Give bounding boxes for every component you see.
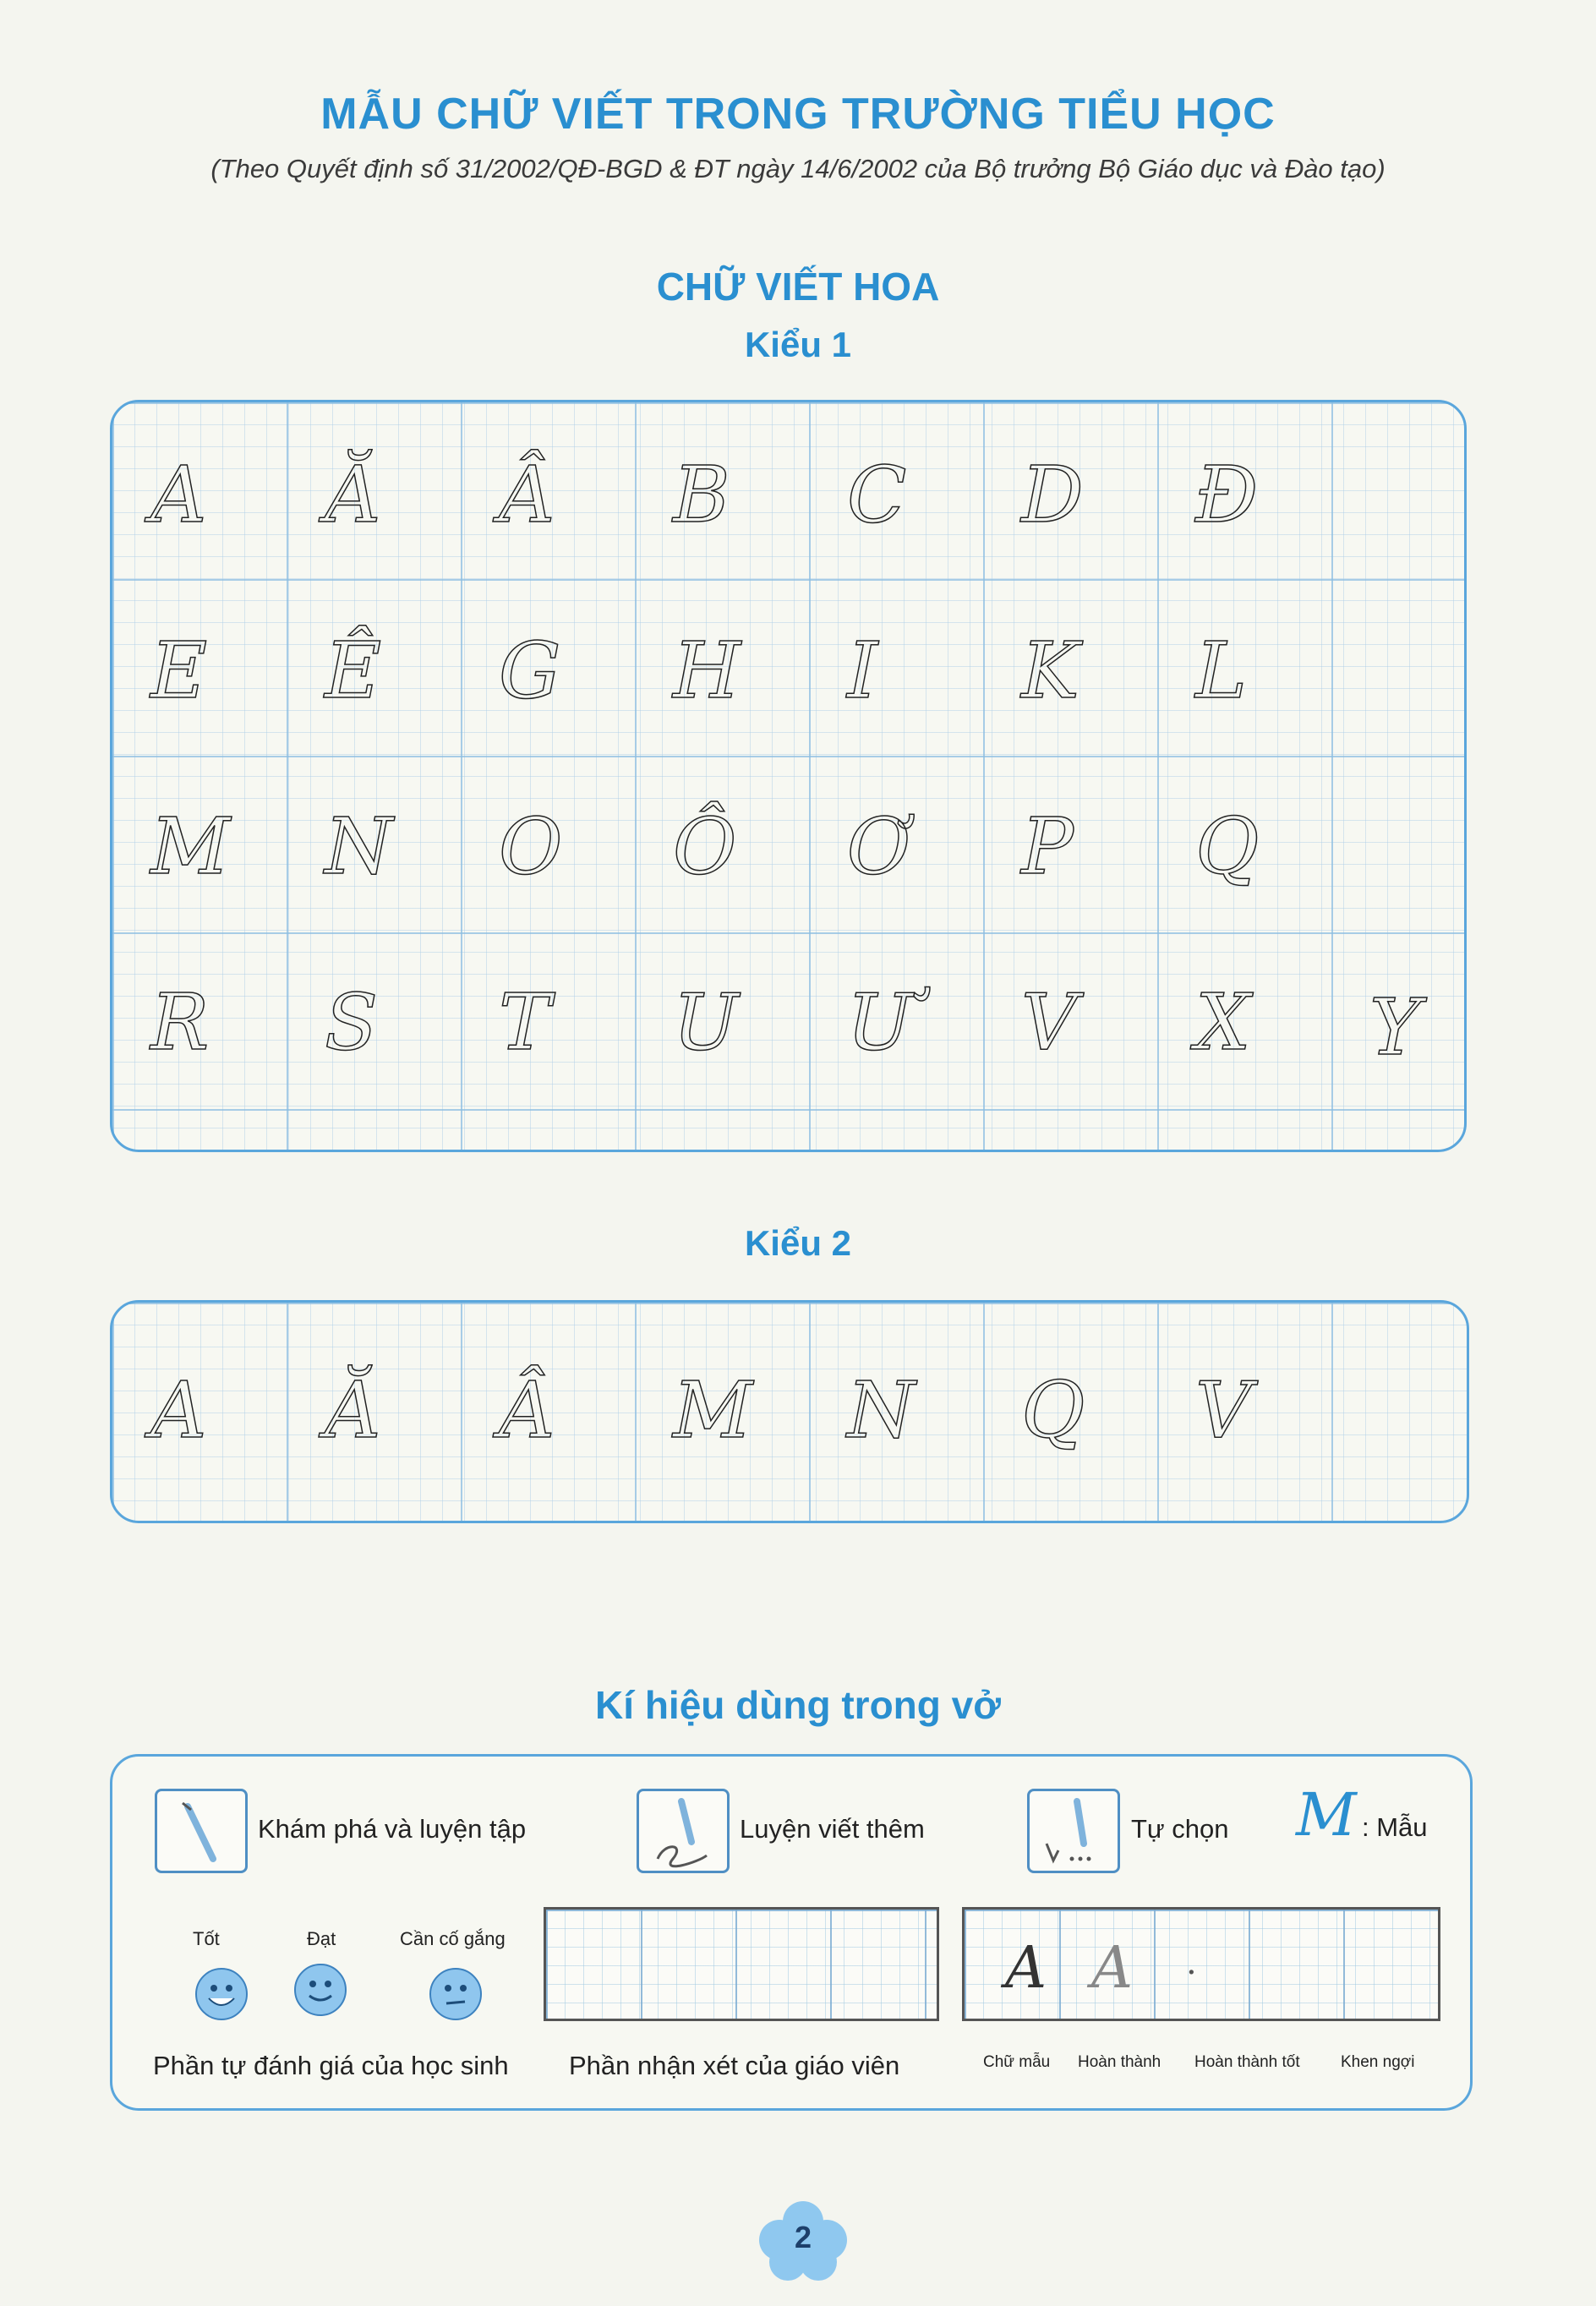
letter-cell: L bbox=[1195, 626, 1248, 716]
letter-cell: Ă bbox=[325, 1365, 381, 1456]
letter-cell: Ă bbox=[325, 450, 381, 540]
legend-label: Luyện viết thêm bbox=[740, 1814, 925, 1844]
section-title: CHỮ VIẾT HOA bbox=[656, 265, 940, 309]
letter-cell: K bbox=[1021, 626, 1079, 716]
letter-cell: Y bbox=[1369, 982, 1421, 1073]
letter-cell: Ô bbox=[673, 801, 737, 892]
letter-cell: P bbox=[1021, 801, 1074, 892]
letter-cell: C bbox=[847, 450, 907, 540]
page-subtitle: (Theo Quyết định số 31/2002/QĐ-BGD & ĐT ngày 14/6/2002 của Bộ trưởng Bộ Giáo dục và Đào tạo) bbox=[210, 154, 1386, 183]
grade-label: Khen ngợi bbox=[1341, 2053, 1415, 2071]
letter-cell: Đ bbox=[1195, 450, 1259, 540]
letter-cell: Q bbox=[1021, 1365, 1085, 1456]
teacher-comment-grid bbox=[544, 1907, 939, 2021]
legend-panel bbox=[110, 1754, 1473, 2111]
style1-label: Kiểu 1 bbox=[744, 325, 852, 364]
grade-label: Hoàn thành tốt bbox=[1194, 2053, 1300, 2071]
pen-icon bbox=[155, 1789, 248, 1873]
letter-cell: A bbox=[150, 1365, 207, 1456]
letter-cell: Ê bbox=[325, 626, 382, 716]
letter-cell: E bbox=[150, 626, 208, 716]
page-title: MẪU CHỮ VIẾT TRONG TRƯỜNG TIỂU HỌC bbox=[320, 90, 1276, 139]
face-caption: Tốt bbox=[193, 1928, 220, 1949]
letter-cell: Ư bbox=[847, 977, 913, 1068]
style1-grid-panel bbox=[110, 400, 1467, 1152]
letter-cell: S bbox=[325, 977, 379, 1068]
letter-cell: G bbox=[499, 626, 561, 716]
smiley-happy-icon bbox=[195, 1968, 248, 2020]
letter-cell: O bbox=[499, 801, 563, 892]
letter-cell: N bbox=[847, 1365, 916, 1456]
letter-cell: Ơ bbox=[847, 801, 911, 892]
letter-cell: T bbox=[499, 977, 551, 1068]
letter-cell: U bbox=[673, 977, 739, 1068]
letter-cell: D bbox=[1021, 450, 1084, 540]
letter-cell: R bbox=[150, 977, 210, 1068]
letter-cell: A bbox=[150, 450, 207, 540]
pen-choice-icon bbox=[1027, 1789, 1120, 1873]
letter-cell: I bbox=[847, 626, 878, 716]
grade-label: Chữ mẫu bbox=[983, 2053, 1051, 2071]
smiley-ok-icon bbox=[294, 1964, 347, 2016]
legend-title: Kí hiệu dùng trong vở bbox=[595, 1683, 1001, 1727]
face-caption: Đạt bbox=[307, 1928, 336, 1949]
page-number: 2 bbox=[794, 2220, 812, 2254]
letter-cell: X bbox=[1195, 977, 1251, 1068]
face-caption: Cần cố gắng bbox=[400, 1928, 506, 1949]
style2-label: Kiểu 2 bbox=[744, 1223, 852, 1263]
legend-label: Tự chọn bbox=[1131, 1814, 1229, 1844]
letter-cell: Q bbox=[1195, 801, 1260, 892]
letter-cell: V bbox=[1195, 1365, 1252, 1456]
sample-letter: M bbox=[1296, 1780, 1357, 1850]
sample-label: : Mẫu bbox=[1362, 1812, 1428, 1842]
letter-cell: V bbox=[1021, 977, 1078, 1068]
grade-label: Hoàn thành bbox=[1078, 2053, 1161, 2071]
letter-cell: M bbox=[150, 801, 231, 892]
letter-cell: B bbox=[673, 450, 730, 540]
legend-label: Khám phá và luyện tập bbox=[258, 1814, 527, 1844]
demo-letter: A bbox=[1005, 1935, 1047, 2002]
style2-grid-panel bbox=[110, 1300, 1469, 1523]
demo-letter: A bbox=[1091, 1935, 1134, 2002]
pen-write-icon bbox=[637, 1789, 730, 1873]
smiley-try-icon bbox=[429, 1968, 482, 2020]
letter-cell: Â bbox=[499, 1365, 555, 1456]
letter-cell: H bbox=[673, 626, 741, 716]
demo-grid bbox=[962, 1907, 1440, 2021]
demo-letter: . bbox=[1186, 1943, 1197, 1982]
self-assessment-label: Phần tự đánh giá của học sinh bbox=[153, 2051, 509, 2080]
letter-cell: N bbox=[325, 801, 393, 892]
letter-cell: M bbox=[673, 1365, 753, 1456]
page-number-badge bbox=[752, 2198, 854, 2282]
letter-cell: Â bbox=[499, 450, 555, 540]
teacher-comment-label: Phần nhận xét của giáo viên bbox=[569, 2051, 900, 2080]
